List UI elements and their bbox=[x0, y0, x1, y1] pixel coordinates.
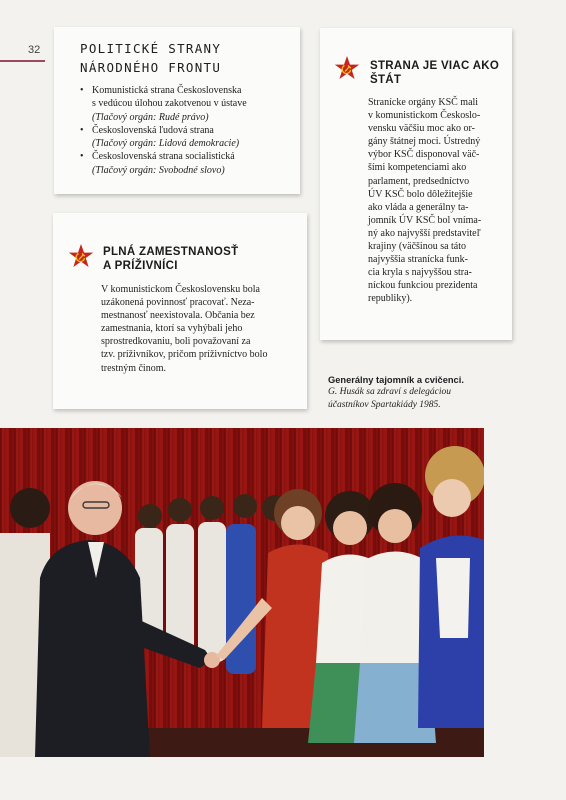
party-state-box-title: STRANA JE VIAC AKO ŠTÁT bbox=[370, 60, 500, 86]
party-item: • Československá strana socialistická (Tlačový orgán: Svobodné slovo) bbox=[78, 150, 294, 177]
red-star-hammer-sickle-icon bbox=[68, 243, 94, 269]
employment-box-title: PLNÁ ZAMESTNANOSŤ A PRÍŽIVNÍCI bbox=[103, 246, 239, 272]
parties-list bbox=[78, 84, 294, 177]
page-accent-line bbox=[0, 60, 45, 62]
party-organ: (Tlačový orgán: Svobodné slovo) bbox=[92, 164, 225, 176]
parties-box bbox=[54, 27, 300, 194]
red-star-hammer-sickle-icon bbox=[334, 55, 360, 81]
spartakiada-photo bbox=[0, 428, 484, 757]
page-number: 32 bbox=[28, 44, 41, 56]
party-organ: (Tlačový orgán: Lidová demokracie) bbox=[92, 138, 240, 150]
caption-title: Generálny tajomník a cvičenci. bbox=[328, 375, 464, 385]
party-item: • Československá ľudová strana (Tlačový orgán: Lidová demokracie) bbox=[78, 124, 294, 151]
caption-line: G. Husák sa zdraví s delegáciou bbox=[328, 387, 451, 398]
party-state-box-text: Stranícke orgány KSČ mali v komunistickom Českoslo- vensku väčšiu moc ako or- gány štátnej moci. Ústredný výbor KSČ disponoval väč- šími kompetenciami ako parlament, predsedníctvo ÚV KSČ bolo dôležitejšie ako vláda a generálny ta- jomník ÚV KSČ bol vníma- ný ako najvyšší predstaviteľ krajiny (väčšinou sa táto najvyššia stranícka funk- cia kryla s najvyššou stra- níckou funkciou prezidenta republiky). bbox=[368, 97, 482, 305]
employment-box-text: V komunistickom Československu bola uzákonená povinnosť pracovať. Neza- mestnanosť neexistovala. Občania bez zamestnania, ktorí sa vyhýbali jeho sprostredkovaniu, boli považovaní za tzv. príživníkov, pričom príživníctvo bolo trestným činom. bbox=[101, 284, 268, 374]
party-organ: (Tlačový orgán: Rudé právo) bbox=[92, 111, 209, 123]
party-state-box bbox=[320, 28, 512, 340]
photo-caption bbox=[328, 374, 498, 411]
party-item: • Komunistická strana Československa s vedúcou úlohou zakotvenou v ústave (Tlačový orgán: Rudé právo) bbox=[78, 84, 294, 124]
caption-line: účastníkov Spartakiády 1985. bbox=[328, 399, 441, 410]
employment-box bbox=[53, 213, 307, 409]
photo-illustration bbox=[0, 428, 484, 757]
parties-box-title: POLITICKÉ STRANY NÁRODNÉHO FRONTU bbox=[80, 41, 222, 75]
